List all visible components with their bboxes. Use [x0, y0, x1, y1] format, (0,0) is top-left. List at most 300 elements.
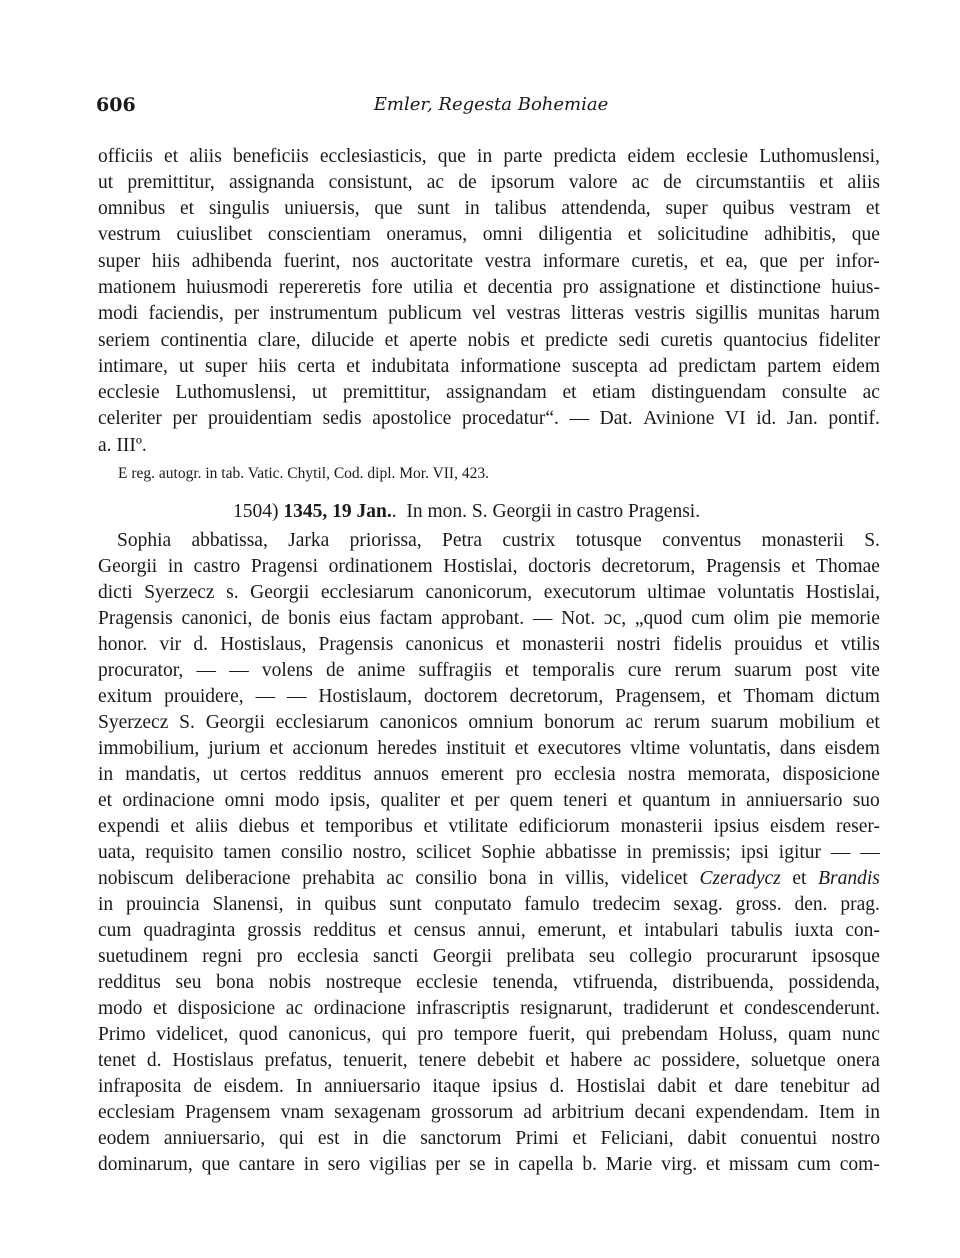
source-citation: E reg. autogr. in tab. Vatic. Chytil, Cod. dipl. Mor. VII, 423.	[118, 465, 489, 482]
word: volens	[261, 660, 313, 681]
word: immobilium,	[98, 738, 200, 759]
word: et	[387, 920, 402, 941]
word: canonicorum,	[425, 582, 533, 603]
word: quibus	[324, 894, 377, 915]
word: et	[179, 198, 195, 219]
word: eisdem.	[223, 1076, 284, 1097]
word: executores	[537, 738, 622, 759]
word: aperte	[409, 330, 457, 351]
word: bonis	[288, 608, 331, 629]
word: procedatur“.	[461, 408, 559, 429]
text-line	[98, 278, 880, 298]
text-line	[98, 225, 880, 245]
word: informare	[542, 251, 620, 272]
word: et	[164, 146, 179, 167]
word: capella	[518, 1154, 574, 1175]
word: villis,	[565, 868, 610, 889]
word: Holuss,	[718, 1024, 778, 1045]
word: prelibata	[506, 946, 575, 967]
word: mandatis,	[125, 764, 201, 785]
text-line	[98, 609, 880, 629]
word: tamen	[223, 842, 272, 863]
entry-date: 1345, 19 Jan.	[283, 501, 392, 522]
word: arbitrium	[551, 1102, 625, 1123]
word: ipsis,	[329, 790, 371, 811]
word: in	[720, 790, 736, 811]
word: modo	[98, 998, 143, 1019]
word: ut	[212, 764, 228, 785]
word: in	[167, 556, 184, 577]
word: monasterii	[521, 634, 605, 655]
text-line	[98, 947, 880, 967]
word: et	[819, 172, 834, 193]
word: regni	[202, 946, 243, 967]
word: ut	[178, 356, 194, 377]
word: den.	[794, 894, 828, 915]
word: census	[413, 920, 466, 941]
word: suo	[852, 790, 880, 811]
text-line	[98, 817, 880, 837]
word: nobis	[467, 330, 510, 351]
word: per	[474, 790, 500, 811]
word: aliis	[195, 816, 228, 837]
word: voluntatis	[717, 582, 795, 603]
word: Pragensem	[185, 1102, 271, 1123]
word: ipsosque	[811, 946, 880, 967]
word: disposicione	[782, 764, 880, 785]
word: huius-	[831, 277, 880, 298]
word: ac	[862, 382, 880, 403]
word: Georgii	[250, 582, 310, 603]
word: castro	[193, 556, 241, 577]
word: sedi	[618, 330, 650, 351]
word: certos	[239, 764, 287, 785]
word: huiusmodi	[186, 277, 269, 298]
word: itaque	[432, 1076, 481, 1097]
word: quem	[509, 790, 554, 811]
text-line	[98, 687, 880, 707]
word: gross.	[735, 894, 782, 915]
word: talibus	[494, 198, 547, 219]
word: annui,	[477, 920, 526, 941]
word: est	[317, 1128, 340, 1149]
word: —	[532, 608, 553, 629]
word: quantocius	[723, 330, 808, 351]
word: qualiter	[380, 790, 441, 811]
word: et	[463, 277, 478, 298]
word: dabit	[687, 1128, 727, 1149]
word: anniuersario	[324, 1076, 421, 1097]
word: Syerzecz	[144, 582, 215, 603]
word: dilucide	[311, 330, 375, 351]
word: Pragensis	[98, 608, 173, 629]
word: quadraginta	[143, 920, 236, 941]
word: post	[804, 660, 838, 681]
word: quod	[238, 1024, 278, 1045]
word: —	[286, 686, 307, 707]
word: reser-	[835, 816, 880, 837]
word: sanctorum	[420, 1128, 502, 1149]
word: ipsius	[713, 816, 760, 837]
word: in	[464, 198, 480, 219]
word: in	[303, 1154, 319, 1175]
word: dare	[734, 1076, 769, 1097]
word: et	[170, 816, 185, 837]
word: executorum	[543, 582, 636, 603]
word: Pragensis	[705, 556, 781, 577]
word: Georgii	[205, 712, 265, 733]
word: fore	[371, 277, 403, 298]
word: possidenda,	[788, 972, 880, 993]
word: uata,	[98, 842, 136, 863]
word: modi	[98, 303, 139, 324]
word: cum	[797, 1154, 831, 1175]
text-line	[98, 765, 880, 785]
word: ea,	[725, 251, 748, 272]
word: deliberacione	[185, 868, 291, 889]
word: monasterii	[761, 530, 844, 551]
page-number: 606	[96, 94, 136, 116]
word: se	[469, 1154, 486, 1175]
word: dans	[779, 738, 816, 759]
word: in	[626, 842, 642, 863]
word: —	[229, 660, 249, 681]
word: omnium	[468, 712, 534, 733]
word: ecclesie	[98, 382, 160, 403]
text-line	[98, 843, 880, 863]
text-line	[98, 1077, 880, 1097]
word: resignarunt,	[520, 998, 613, 1019]
word: sunt	[389, 894, 422, 915]
word: expendendam.	[695, 1102, 809, 1123]
word: „quod	[634, 608, 683, 629]
word: voluntatis,	[689, 738, 771, 759]
word: Czeradycz	[699, 868, 781, 889]
word: honor.	[98, 634, 148, 655]
text-line	[98, 199, 880, 219]
word: Avinione	[643, 408, 715, 429]
text-line	[98, 383, 880, 403]
word: intabulari	[644, 920, 719, 941]
text-line	[98, 661, 880, 681]
word: publicum	[388, 303, 462, 324]
word: qui	[279, 1128, 304, 1149]
word: assignandam	[446, 382, 547, 403]
word: de	[458, 172, 477, 193]
word: s.	[226, 582, 239, 603]
word: faciendis,	[148, 303, 224, 324]
text-line	[98, 1129, 880, 1149]
text-line	[98, 1155, 880, 1175]
word: et	[153, 998, 168, 1019]
word: Thomae	[816, 556, 880, 577]
word: S.	[864, 530, 880, 551]
word: Thomam	[743, 686, 814, 707]
word: soluetque	[751, 1050, 826, 1071]
text-line	[98, 331, 880, 351]
word: Jan.	[786, 408, 818, 429]
word: tenenda,	[492, 972, 559, 993]
word: hiis	[258, 356, 287, 377]
word: per	[234, 303, 260, 324]
word: Hostislaum,	[318, 686, 413, 707]
word: b.	[582, 1154, 597, 1175]
text-line	[98, 895, 880, 915]
word: Jarka	[288, 530, 330, 551]
word: —	[255, 686, 276, 707]
word: instrumentum	[269, 303, 378, 324]
word: fidelis	[673, 634, 722, 655]
word: decretorum,	[509, 686, 604, 707]
word: seu	[175, 972, 202, 993]
word: predicta	[553, 146, 617, 167]
word: et	[545, 1050, 560, 1071]
word: etiam	[592, 382, 636, 403]
word: pro	[562, 277, 589, 298]
word: et	[708, 1076, 723, 1097]
word: solicitudine	[657, 224, 749, 245]
word: collegio	[629, 946, 693, 967]
word: pro	[417, 1024, 444, 1045]
word: com-	[839, 1154, 880, 1175]
word: eius	[339, 608, 371, 629]
word: disposicione	[177, 998, 276, 1019]
word: seriem	[98, 330, 150, 351]
word: et	[719, 998, 734, 1019]
word: decani	[634, 1102, 686, 1123]
word: prouidentiam	[208, 408, 313, 429]
word: scilicet	[416, 842, 472, 863]
word: prouincia	[126, 894, 200, 915]
word: et	[617, 790, 632, 811]
word: decentia	[487, 277, 553, 298]
word: super	[665, 198, 708, 219]
word: missam	[728, 1154, 789, 1175]
word: quibus	[722, 198, 775, 219]
word: dicti	[98, 582, 133, 603]
word: attendenda,	[561, 198, 651, 219]
word: oneramus,	[386, 224, 468, 245]
word: et	[865, 198, 880, 219]
word: que	[201, 1154, 230, 1175]
word: pie	[778, 608, 802, 629]
word: ac	[386, 868, 404, 889]
word: monasterii	[620, 816, 703, 837]
word: tenere	[418, 1050, 467, 1071]
word: ecclesiarum	[275, 712, 369, 733]
word: Luthomuslensi,	[175, 382, 297, 403]
word: ɔc,	[603, 608, 627, 629]
word: continentia	[160, 330, 248, 351]
word: et	[562, 382, 577, 403]
word: Item	[818, 1102, 855, 1123]
word: modo	[274, 790, 320, 811]
word: anniuersario	[746, 790, 843, 811]
word: cantare	[238, 1154, 295, 1175]
word: eidem	[832, 356, 880, 377]
word: et	[705, 1154, 721, 1175]
word: clare,	[257, 330, 301, 351]
word: Hostislai,	[805, 582, 880, 603]
word: vestra	[484, 251, 532, 272]
word: tenet	[98, 1050, 136, 1071]
word: diligentia	[538, 224, 613, 245]
word: seu	[588, 946, 615, 967]
text-line	[98, 304, 880, 324]
word: sancti	[373, 946, 419, 967]
word: consistunt,	[328, 172, 413, 193]
word: distinctione	[729, 277, 821, 298]
word: infor-	[835, 251, 880, 272]
word: conputato	[434, 894, 512, 915]
word: sigillis	[695, 303, 748, 324]
word: —	[569, 408, 589, 429]
word: et	[572, 1128, 587, 1149]
word: harum	[830, 303, 880, 324]
text-line	[98, 147, 880, 167]
word: de	[326, 660, 345, 681]
word: diebus	[238, 816, 290, 837]
word: infraposita	[98, 1076, 182, 1097]
word: de	[663, 172, 682, 193]
word: custrix	[502, 530, 556, 551]
word: dabit	[657, 1076, 697, 1097]
word: consulte	[781, 382, 847, 403]
word: et	[717, 686, 732, 707]
word: onera	[836, 1050, 880, 1071]
word: sexag.	[673, 894, 723, 915]
word: in	[98, 764, 114, 785]
word: repereretis	[278, 277, 362, 298]
word: assignatione	[599, 277, 696, 298]
word: Hostislai	[576, 1076, 646, 1097]
word: ac	[625, 712, 643, 733]
word: prouidere,	[164, 686, 244, 707]
text-line	[98, 557, 880, 577]
word: super	[204, 356, 248, 377]
word: pro	[256, 946, 283, 967]
word: —	[196, 660, 217, 681]
word: et	[269, 738, 284, 759]
word: iuxta	[794, 920, 834, 941]
word: fuerit,	[528, 1024, 576, 1045]
word: memorata,	[687, 764, 771, 785]
text-line	[98, 409, 880, 429]
word: bona	[488, 868, 527, 889]
word: exitum	[98, 686, 153, 707]
word: mationem	[98, 277, 176, 298]
word: Sophie	[481, 842, 536, 863]
text-line	[98, 791, 880, 811]
word: ecclesia	[296, 946, 359, 967]
word: condescenderunt.	[744, 998, 880, 1019]
running-head: Emler, Regesta Bohemiae	[373, 94, 609, 115]
word: procurator,	[98, 660, 184, 681]
word: et	[814, 634, 829, 655]
word: hiis	[151, 251, 181, 272]
word: sero	[327, 1154, 361, 1175]
word: Brandis	[818, 868, 880, 889]
word: et	[618, 920, 633, 941]
word: nostri	[616, 634, 661, 655]
word: ordinationem	[328, 556, 433, 577]
word: tradiderunt	[623, 998, 709, 1019]
word: eidem	[627, 146, 676, 167]
word: videlicet	[620, 868, 688, 889]
text-line	[98, 999, 880, 1019]
word: Syerzecz	[98, 712, 169, 733]
word: Petra	[441, 530, 483, 551]
word: in	[538, 868, 554, 889]
word: debebit	[477, 1050, 535, 1071]
word: nostra	[627, 764, 676, 785]
text-line	[98, 1051, 880, 1071]
word: grossis	[247, 920, 302, 941]
word: ac	[426, 172, 445, 193]
word: habere	[570, 1050, 623, 1071]
word: in	[296, 894, 312, 915]
word: doctorem	[424, 686, 498, 707]
word: et	[627, 224, 642, 245]
word: tredecim	[592, 894, 661, 915]
page-header	[96, 94, 886, 124]
word: predicte	[545, 330, 608, 351]
word: Pragensis	[318, 634, 394, 655]
word: certa	[297, 356, 336, 377]
word: ac	[631, 172, 650, 193]
word: famulo	[524, 894, 580, 915]
word: ecclesie	[686, 146, 748, 167]
word: ad	[648, 356, 668, 377]
word: et	[300, 816, 315, 837]
word: munitas	[758, 303, 820, 324]
word: ecclesie	[416, 972, 478, 993]
word: intimare,	[98, 356, 168, 377]
word: predictam	[678, 356, 757, 377]
word: adhibitis,	[764, 224, 837, 245]
word: sunt	[417, 198, 450, 219]
word: curetis,	[631, 251, 689, 272]
word: et	[699, 251, 714, 272]
word: Primi	[515, 1128, 559, 1149]
word: emerunt,	[537, 920, 607, 941]
word: dictum	[825, 686, 880, 707]
word: ecclesiasticis,	[319, 146, 427, 167]
word: d.	[193, 634, 208, 655]
word: suffragiis	[418, 660, 492, 681]
word: redditus	[313, 920, 377, 941]
word: jurium	[208, 738, 261, 759]
word: ultimae	[647, 582, 706, 603]
word: Feliciani,	[600, 1128, 674, 1149]
word: auctoritate	[390, 251, 474, 272]
word: ut	[98, 172, 114, 193]
word: que	[374, 198, 403, 219]
word: adhibenda	[191, 251, 272, 272]
word: que	[851, 224, 880, 245]
word: consilio	[415, 868, 478, 889]
text-line	[98, 869, 880, 889]
word: ecclesia	[553, 764, 616, 785]
word: nostro	[831, 1128, 880, 1149]
word: ordinacione	[122, 790, 215, 811]
word: vnam	[280, 1102, 325, 1123]
word: vigilias	[369, 1154, 427, 1175]
word: et	[495, 634, 510, 655]
word: distribuenda,	[672, 972, 774, 993]
word: redditus	[298, 764, 362, 785]
word: prag.	[840, 894, 880, 915]
